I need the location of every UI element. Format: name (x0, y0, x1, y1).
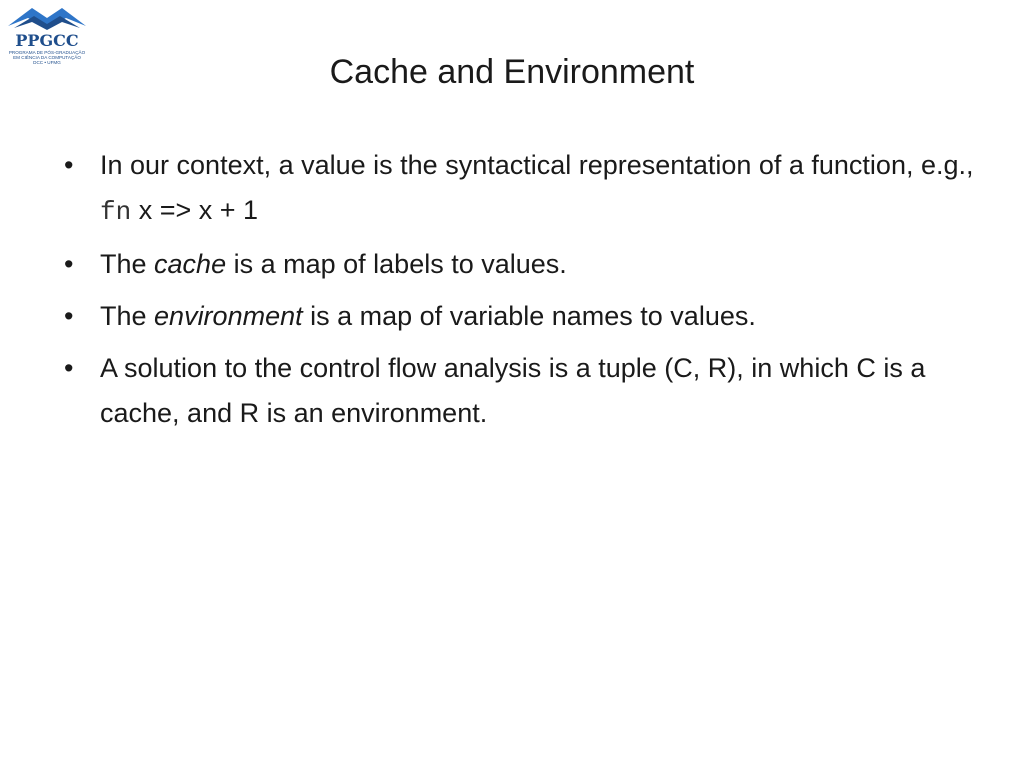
logo-subtitle-2: EM CIÊNCIA DA COMPUTAÇÃO (13, 55, 81, 60)
emphasized-term: environment (154, 301, 303, 331)
logo-subtitle-3: DCC • UFMG (33, 60, 61, 65)
bullet-item (60, 294, 980, 339)
bullet-dot: • (64, 150, 74, 180)
bullet-text: is a map of variable names to values. (302, 301, 756, 331)
logo-subtitle-1: PROGRAMA DE PÓS-GRADUAÇÃO (8, 50, 86, 55)
bullet-text: In our context, a value is the syntactical representation of a function, e.g., (100, 150, 974, 180)
bullet-text: The (100, 301, 155, 331)
bullet-text: is a map of labels to values. (226, 249, 567, 279)
bullet-text: x => x + 1 (131, 195, 259, 225)
bullet-dot: • (64, 301, 74, 331)
bullet-dot: • (64, 249, 74, 279)
emphasized-term: cache (154, 249, 227, 279)
slide-title: Cache and Environment (329, 53, 695, 91)
bullet-text: A solution to the control flow analysis is a tuple (C, R), in which C is a cache, and R is an environment. (100, 353, 926, 428)
code-snippet: fn (100, 197, 132, 227)
bullet-item (60, 346, 980, 436)
bullet-text: The (100, 249, 155, 279)
logo-name: PPGCC (15, 31, 79, 50)
bullet-list (60, 143, 980, 443)
bullet-item (60, 242, 980, 287)
bullet-item (60, 143, 980, 235)
bullet-dot: • (64, 353, 74, 383)
